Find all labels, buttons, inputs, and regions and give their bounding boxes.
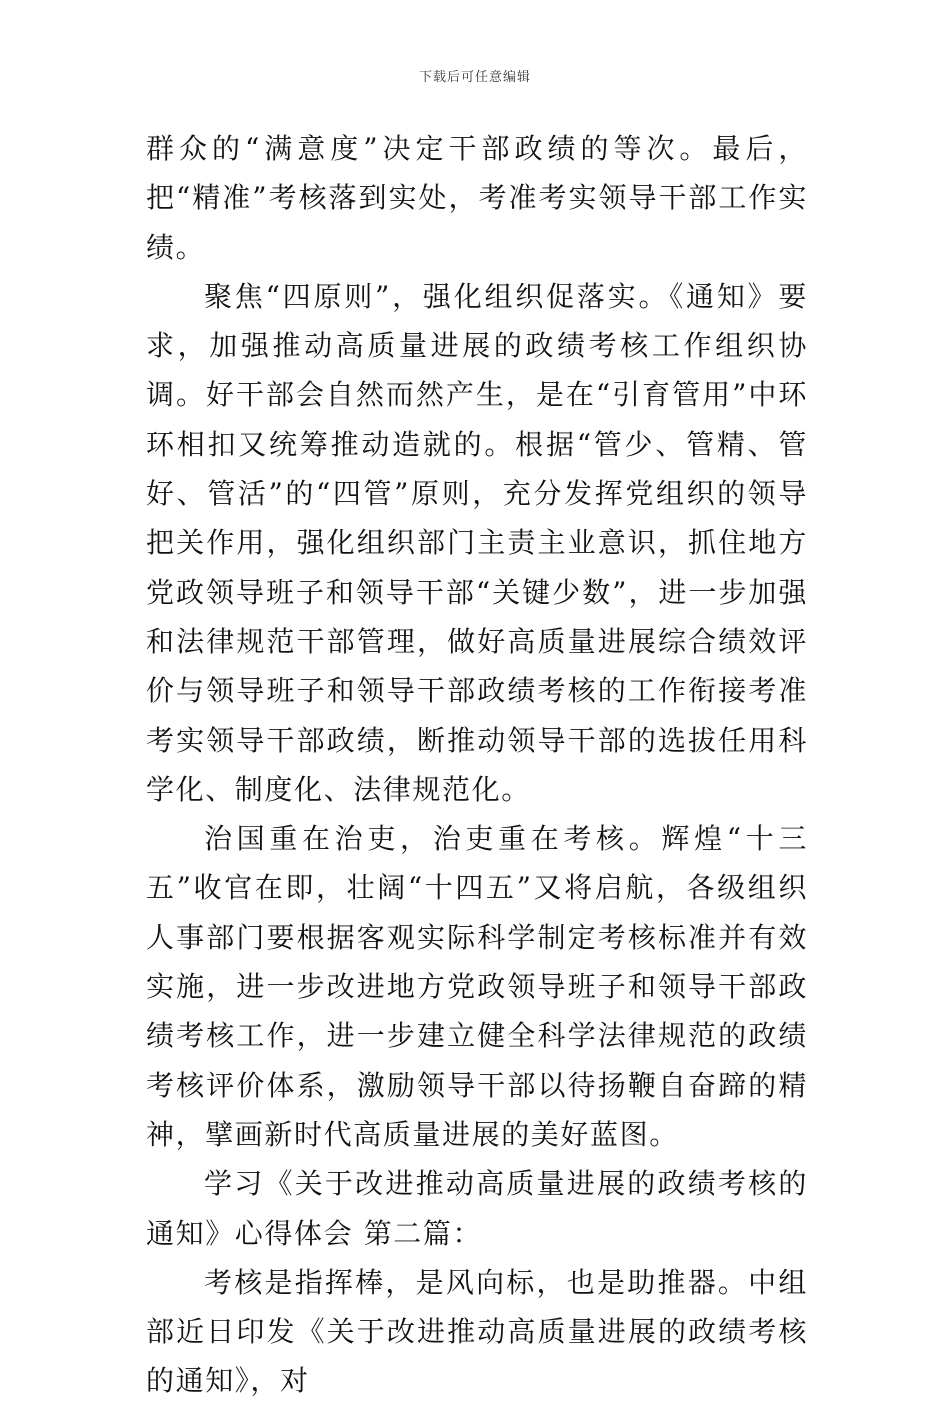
paragraph-1: 群众的“满意度”决定干部政绩的等次。最后，把“精准”考核落到实处，考准考实领导干部工作实绩。 [146, 132, 808, 264]
document-body [146, 124, 808, 1406]
paragraph-4-section-heading: 学习《关于改进推动高质量进展的政绩考核的通知》心得体会 第二篇： [146, 1167, 808, 1250]
page-header-note: 下载后可任意编辑 [418, 70, 531, 85]
paragraph-3: 治国重在治吏，治吏重在考核。辉煌“十三五”收官在即，壮阔“十四五”又将启航，各级组织人事部门要根据客观实际科学制定考核标准并有效实施，进一步改进地方党政领导班子和领导干部政绩考核工作，进一步建立健全科学法律规范的政绩考核评价体系，激励领导干部以待扬鞭自奋蹄的精神，擘画新时代高质量进展的美好蓝图。 [146, 822, 808, 1151]
paragraph-5: 考核是指挥棒，是风向标，也是助推器。中组部近日印发《关于改进推动高质量进展的政绩考核的通知》，对 [146, 1265, 808, 1398]
paragraph-2: 聚焦“四原则”，强化组织促落实。《通知》要求，加强推动高质量进展的政绩考核工作组织协调。好干部会自然而然产生，是在“引育管用”中环环相扣又统筹推动造就的。根据“管少、管精、管好、管活”的“四管”原则，充分发挥党组织的领导把关作用，强化组织部门主责主业意识，抓住地方党政领导班子和领导干部“关键少数”，进一步加强和法律规范干部管理，做好高质量进展综合绩效评价与领导班子和领导干部政绩考核的工作衔接考准考实领导干部政绩，断推动领导干部的选拔任用科学化、制度化、法律规范化。 [146, 279, 808, 806]
